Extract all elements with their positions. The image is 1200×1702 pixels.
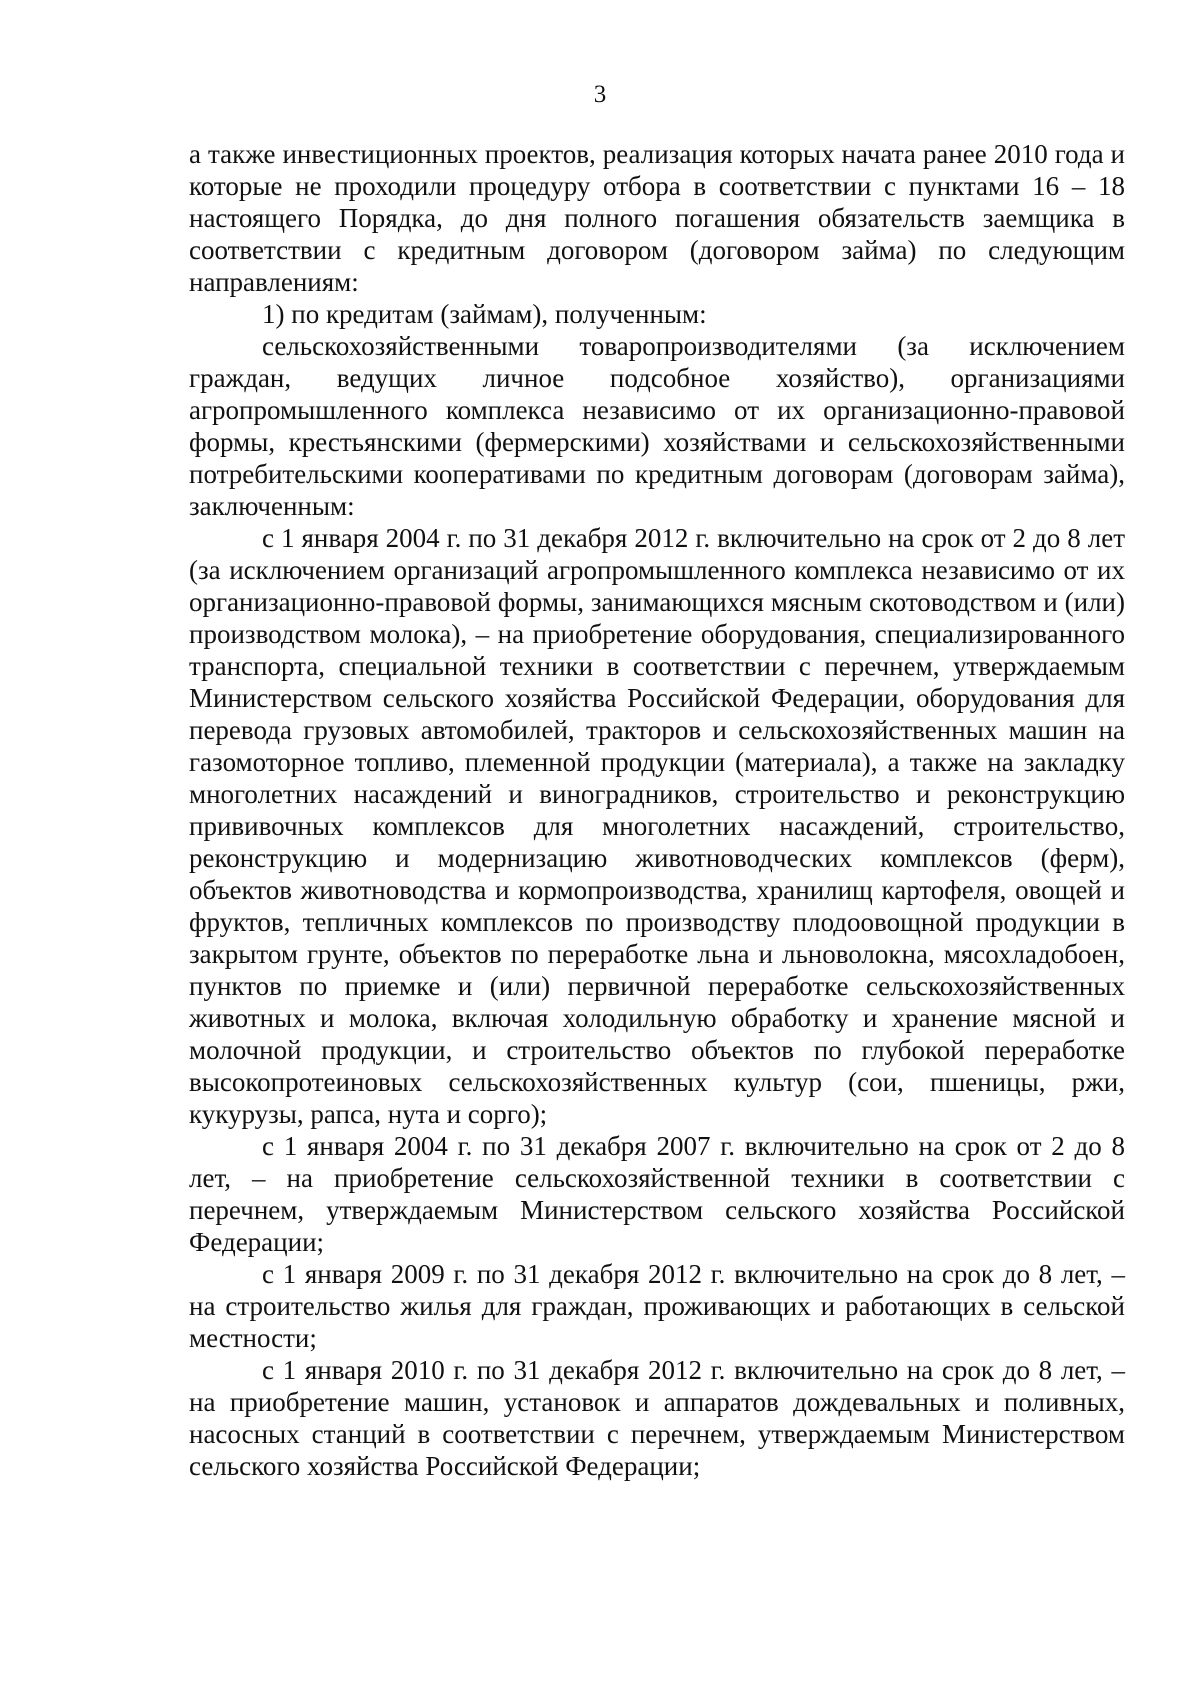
paragraph-item-1: 1) по кредитам (займам), полученным:	[262, 299, 707, 329]
paragraph-period-2010-2012: с 1 января 2010 г. по 31 декабря 2012 г. включительно на срок до 8 лет, – на приобретение машин, установок и аппаратов дождевальных и поливных, насосных станций в соответствии с перечнем, утверждаемым Министерством сельского хозяйства Российской Федерации;	[189, 1355, 1125, 1481]
paragraph-period-2004-2012: с 1 января 2004 г. по 31 декабря 2012 г. включительно на срок от 2 до 8 лет (за исключением организаций агропромышленного комплекса независимо от их организационно-правовой формы, занимающихся мясным скотоводством и (или) производством молока), – на приобретение оборудования, специализированного транспорта, специальной техники в соответствии с перечнем, утверждаемым Министерством сельского хозяйства Российской Федерации, оборудования для перевода грузовых автомобилей, тракторов и сельскохозяйственных машин на газомоторное топливо, племенной продукции (материала), а также на закладку многолетних насаждений и виноградников, строительство и реконструкцию прививочных комплексов для многолетних насаждений, строительство, реконструкцию и модернизацию животноводческих комплексов (ферм), объектов животноводства и кормопроизводства, хранилищ картофеля, овощей и фруктов, тепличных комплексов по производству плодоовощной продукции в закрытом грунте, объектов по переработке льна и льноволокна, мясохладобоен, пунктов по приемке и (или) первичной переработке сельскохозяйственных животных и молока, включая холодильную обработку и хранение мясной и молочной продукции, и строительство объектов по глубокой переработке высокопротеиновых сельскохозяйственных культур (сои, пшеницы, ржи, кукурузы, рапса, нута и сорго);	[189, 523, 1125, 1129]
paragraph-period-2009-2012: с 1 января 2009 г. по 31 декабря 2012 г. включительно на срок до 8 лет, – на строительство жилья для граждан, проживающих и работающих в сельской местности;	[189, 1259, 1125, 1353]
paragraph-intro: а также инвестиционных проектов, реализация которых начата ранее 2010 года и которые не проходили процедуру отбора в соответствии с пунктами 16 – 18 настоящего Порядка, до дня полного погашения обязательств заемщика в соответствии с кредитным договором (договором займа) по следующим направлениям:	[189, 139, 1125, 297]
paragraph-period-2004-2007: с 1 января 2004 г. по 31 декабря 2007 г. включительно на срок от 2 до 8 лет, – на приобретение сельскохозяйственной техники в соответствии с перечнем, утверждаемым Министерством сельского хозяйства Российской Федерации;	[189, 1131, 1125, 1257]
page-number: 3	[593, 81, 607, 108]
paragraph-borrowers: сельскохозяйственными товаропроизводителями (за исключением граждан, ведущих личное подсобное хозяйство), организациями агропромышленного комплекса независимо от их организационно-правовой формы, крестьянскими (фермерскими) хозяйствами и сельскохозяйственными потребительскими кооперативами по кредитным договорам (договорам займа), заключенным:	[189, 331, 1125, 521]
document-body	[189, 138, 1125, 1482]
